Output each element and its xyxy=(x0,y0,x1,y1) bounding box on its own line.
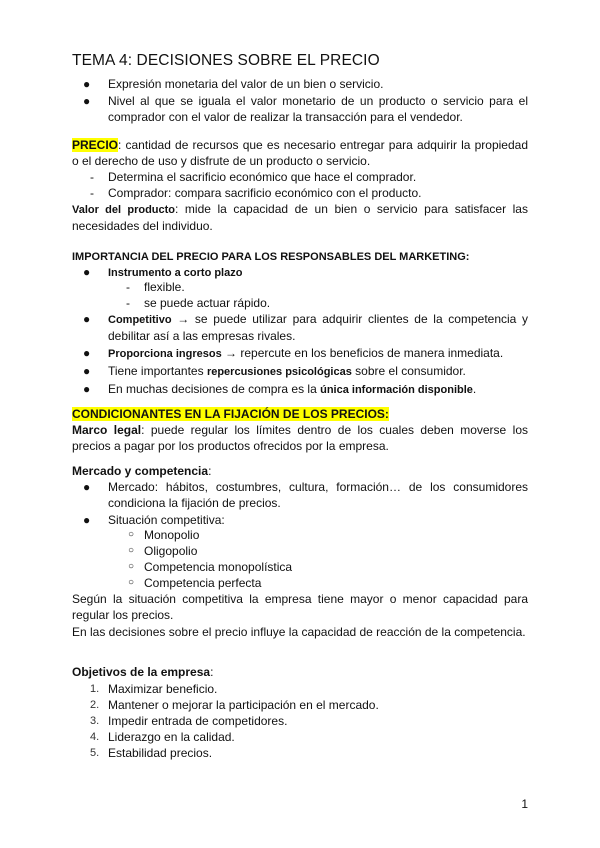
bullet-icon: ● xyxy=(83,364,91,378)
bullet-icon: ● xyxy=(83,312,91,326)
list-item: 3. Impedir entrada de competidores. xyxy=(90,714,288,728)
list-item: ● Nivel al que se iguala el valor monetario de un producto o servicio para el comprador con el valor de realizar la transacción para el vendedor. xyxy=(83,94,528,124)
bullet-icon: ● xyxy=(83,382,91,396)
list-item: ● Competitivo → se puede utilizar para adquirir clientes de la competencia y debilitar así a las empresas rivales. xyxy=(83,312,528,343)
list-item: ● Proporciona ingresos → repercute en los beneficios de manera inmediata. xyxy=(83,346,504,360)
importancia-list-2 xyxy=(72,311,528,399)
list-item: ● Expresión monetaria del valor de un bien o servicio. xyxy=(83,77,384,91)
list-item: 1. Maximizar beneficio. xyxy=(90,682,218,696)
page-title: TEMA 4: DECISIONES SOBRE EL PRECIO xyxy=(72,52,380,69)
para-situacion: Según la situación competitiva la empresa tiene mayor o menor capacidad para regular los precios. xyxy=(72,592,528,622)
circle-bullet-icon: ○ xyxy=(128,545,135,556)
bullet-icon: ● xyxy=(83,94,91,108)
bullet-icon: ● xyxy=(83,265,91,279)
list-item: - Determina el sacrificio económico que hace el comprador. xyxy=(90,170,417,184)
para-reaccion: En las decisiones sobre el precio influye la capacidad de reacción de la competencia. xyxy=(72,625,526,639)
list-item: ● En muchas decisiones de compra es la única información disponible. xyxy=(83,382,477,396)
list-item: ● Mercado: hábitos, costumbres, cultura, formación… de los consumidores condiciona la fijación de precios. xyxy=(83,480,528,510)
importancia-heading: IMPORTANCIA DEL PRECIO PARA LOS RESPONSABLES DEL MARKETING: xyxy=(72,251,470,263)
precio-dashes xyxy=(72,169,528,201)
list-item: ○ Competencia monopolística xyxy=(128,560,293,574)
list-item: ● Instrumento a corto plazo xyxy=(83,265,243,279)
mercado-heading: Mercado y competencia: xyxy=(72,464,212,478)
list-item: ● Situación competitiva: xyxy=(83,513,225,527)
mercado-list xyxy=(72,479,528,529)
bullet-icon: ● xyxy=(83,346,91,360)
list-item: ○ Monopolio xyxy=(128,528,200,542)
objetivos-heading: Objetivos de la empresa: xyxy=(72,665,214,679)
objetivos-list xyxy=(72,681,528,761)
importancia-dashes xyxy=(72,279,528,311)
list-item: ○ Competencia perfecta xyxy=(128,576,262,590)
list-item: - se puede actuar rápido. xyxy=(126,296,271,310)
marco-legal: Marco legal: puede regular los límites dentro de los cuales deben moverse los precios a pagar por los productos ofrecidos por la empresa. xyxy=(72,423,528,453)
circle-bullet-icon: ○ xyxy=(128,561,135,572)
bullet-icon: ● xyxy=(83,77,91,91)
list-item: 2. Mantener o mejorar la participación en el mercado. xyxy=(90,698,379,712)
circle-bullet-icon: ○ xyxy=(128,529,135,540)
circle-bullet-icon: ○ xyxy=(128,577,135,588)
list-item: - Comprador: compara sacrificio económico con el producto. xyxy=(90,186,422,200)
bullet-icon: ● xyxy=(83,513,91,527)
intro-list xyxy=(72,76,528,126)
bullet-icon: ● xyxy=(83,480,91,494)
precio-definition: PRECIO: cantidad de recursos que es necesario entregar para adquirir la propiedad o el derecho de uso y disfrute de un producto o servicio. xyxy=(72,138,528,168)
valor-definition: Valor del producto: mide la capacidad de un bien o servicio para satisfacer las necesidades del individuo. xyxy=(72,202,528,233)
list-item: 5. Estabilidad precios. xyxy=(90,746,213,760)
list-item: 4. Liderazgo en la calidad. xyxy=(90,730,235,744)
list-item: ● Tiene importantes repercusiones psicológicas sobre el consumidor. xyxy=(83,364,466,378)
page-number: 1 xyxy=(521,797,528,811)
situaciones-list xyxy=(72,527,528,591)
condicionantes-heading: CONDICIONANTES EN LA FIJACIÓN DE LOS PRECIOS: xyxy=(72,407,389,421)
list-item: - flexible. xyxy=(126,280,185,294)
list-item: ○ Oligopolio xyxy=(128,544,198,558)
